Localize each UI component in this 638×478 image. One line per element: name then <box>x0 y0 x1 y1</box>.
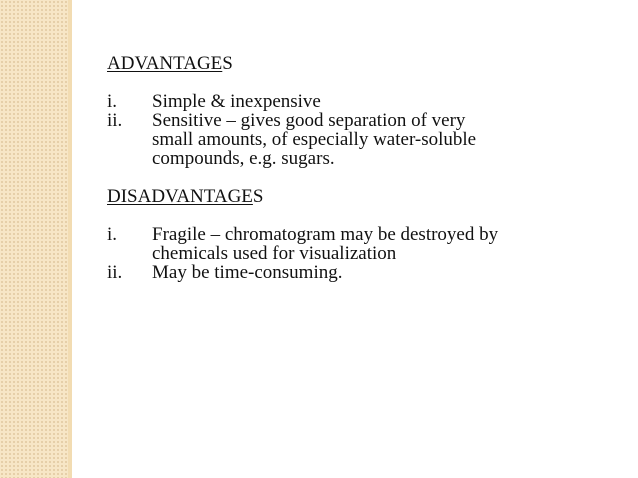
item-text <box>152 225 607 263</box>
advantages-heading-suffix: S <box>222 53 233 74</box>
item-number: i. <box>107 91 118 112</box>
item-text-line: Sensitive – gives good separation of very <box>152 110 466 131</box>
spacer <box>107 73 607 92</box>
item-text <box>152 111 607 168</box>
decorative-side-strip <box>0 0 68 478</box>
list-item <box>107 111 607 168</box>
advantages-list <box>107 92 607 168</box>
item-number: ii. <box>107 262 123 283</box>
spacer <box>107 206 607 225</box>
item-text-line: Fragile – chromatogram may be destroyed by <box>152 224 499 245</box>
disadvantages-heading-suffix: S <box>252 186 264 207</box>
item-number: ii. <box>107 110 123 131</box>
item-text: May be time-consuming. <box>152 262 343 283</box>
advantages-heading-underlined: ADVANTAGE <box>107 53 223 74</box>
disadvantages-list <box>107 225 607 282</box>
item-text-line: chemicals used for visualization <box>152 243 397 264</box>
disadvantages-heading <box>107 187 607 206</box>
disadvantages-heading-underlined: DISADVANTAGE <box>107 186 253 207</box>
item-text: Simple & inexpensive <box>152 91 321 112</box>
list-item <box>107 92 607 111</box>
item-number: i. <box>107 224 118 245</box>
item-text-line: small amounts, of especially water-soluble <box>152 129 477 150</box>
spacer <box>107 168 607 187</box>
advantages-heading <box>107 54 607 73</box>
item-text-line: compounds, e.g. sugars. <box>152 148 335 169</box>
list-item <box>107 263 607 282</box>
side-strip-edge <box>68 0 72 478</box>
list-item <box>107 225 607 263</box>
slide-content <box>107 54 607 282</box>
